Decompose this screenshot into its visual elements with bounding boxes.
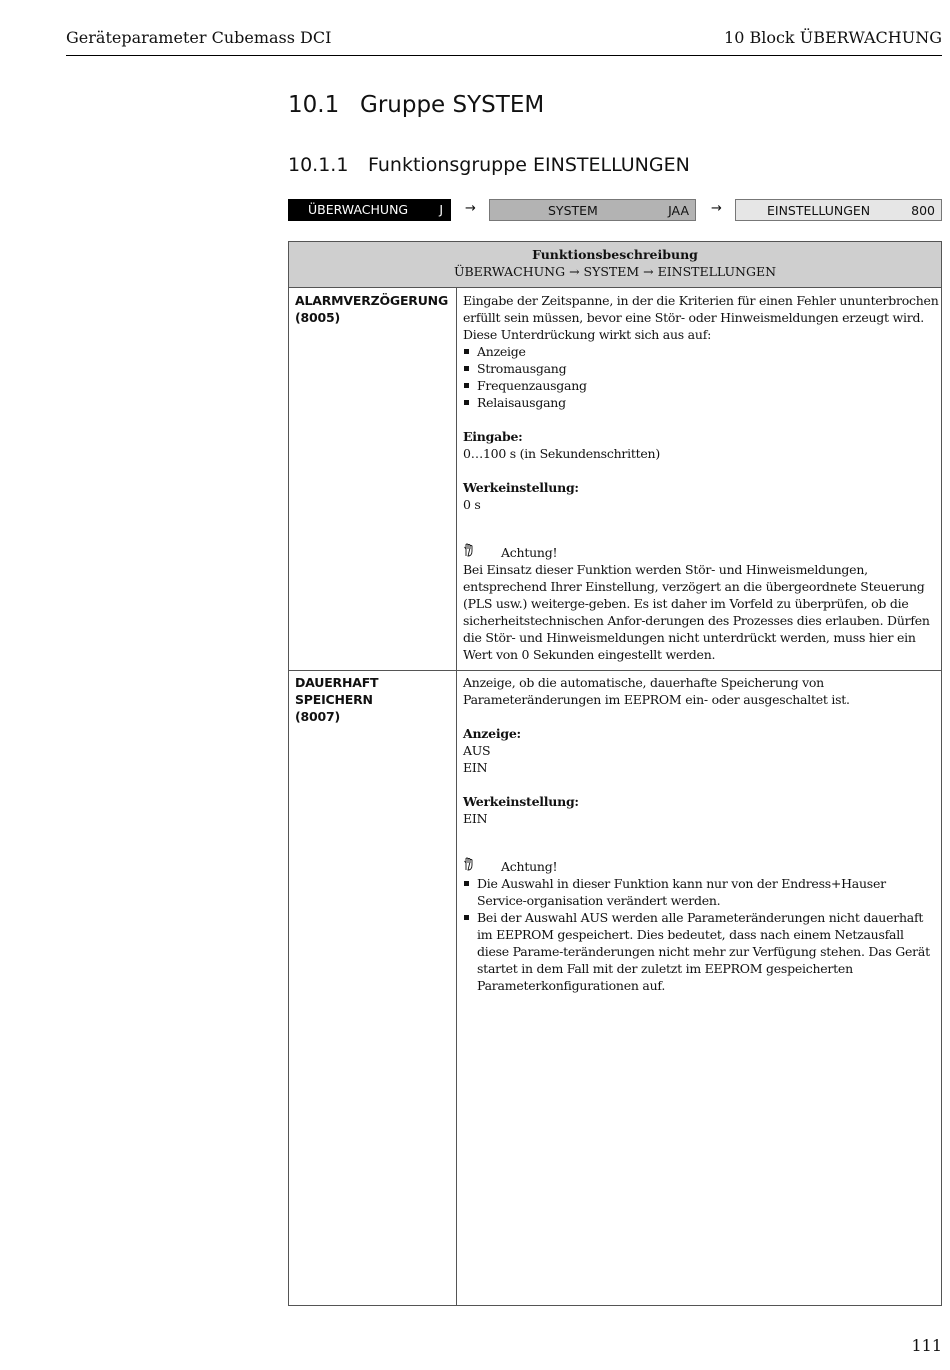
label-line: DAUERHAFT (295, 675, 379, 690)
default-value: EIN (463, 811, 488, 826)
table-header (289, 242, 941, 288)
nav-label: ÜBERWACHUNG (308, 202, 409, 217)
section-heading (288, 92, 544, 118)
default-label: Werkeinstellung: (463, 480, 579, 495)
nav-label: EINSTELLUNGEN (767, 203, 871, 218)
list-item: Frequenzausgang (463, 377, 939, 394)
label-code: (8007) (295, 709, 341, 724)
default-label: Werkeinstellung: (463, 794, 579, 809)
subsection-number: 10.1.1 (288, 154, 349, 176)
table-header-title: Funktionsbeschreibung (532, 247, 698, 262)
section-title: Gruppe SYSTEM (360, 92, 545, 118)
warning-heading (463, 543, 939, 561)
function-table (288, 241, 942, 1306)
list-item: Stromausgang (463, 360, 939, 377)
nav-group-system (489, 199, 696, 221)
nav-code: J (439, 202, 443, 217)
warning-title: Achtung! (501, 545, 558, 560)
list-item: Die Auswahl in dieser Funktion kann nur von der Endress+Hauser Service-organisation verändert werden. (463, 875, 939, 909)
running-header-right: 10 Block ÜBERWACHUNG (724, 28, 942, 47)
list-item: Relaisausgang (463, 394, 939, 411)
warning-text: Bei Einsatz dieser Funktion werden Stör- und Hinweismeldungen, entsprechend Ihrer Einstellung, verzögert an die übergeordnete Steuerung (PLS usw.) weiterge-geben. Es ist daher im Vorfeld zu überprüfen, ob die sicherheitstechnischen Anfor-derungen des Prozesses dies erlauben. Dürfen die Stör- und Hinweismeldungen nicht unterdrückt werden, muss hier ein Wert von 0 Sekunden eingestellt werden. (463, 562, 930, 662)
effect-list (463, 343, 939, 411)
description-text: Diese Unterdrückung wirkt sich aus auf: (463, 327, 712, 342)
description-text: Anzeige, ob die automatische, dauerhafte Speicherung von Parameteränderungen im EEPROM ein- oder ausgeschaltet ist. (463, 675, 850, 707)
subsection-heading (288, 154, 690, 176)
description-text: Eingabe der Zeitspanne, in der die Kriterien für einen Fehler ununterbrochen erfüllt sein müssen, bevor eine Stör- oder Hinweismeldungen erzeugt wird. (463, 293, 939, 325)
label-line: SPEICHERN (295, 692, 373, 707)
table-header-path: ÜBERWACHUNG → SYSTEM → EINSTELLUNGEN (453, 264, 777, 279)
function-description-alarmverzoegerung (463, 292, 939, 663)
label-line: ALARMVERZÖGERUNG (295, 293, 449, 308)
column-divider (456, 288, 457, 1305)
nav-block-ueberwachung (288, 199, 451, 221)
warning-title: Achtung! (501, 859, 558, 874)
hand-icon (463, 543, 501, 561)
header-divider (66, 55, 942, 56)
function-label-alarmverzoegerung (295, 292, 451, 326)
section-number: 10.1 (288, 92, 340, 118)
warning-heading (463, 857, 939, 875)
hand-icon (463, 857, 501, 875)
subsection-title: Funktionsgruppe EINSTELLUNGEN (368, 154, 690, 176)
list-item: Bei der Auswahl AUS werden alle Parameteränderungen nicht dauerhaft im EEPROM gespeichert. Dies bedeutet, dass nach einem Netzausfall diese Parame-teränderungen nicht mehr zur Verfügung stehen. Das Gerät startet in dem Fall mit der zuletzt im EEPROM gespeicherten Parameterkonfigurationen auf. (463, 909, 939, 994)
input-label: Eingabe: (463, 429, 523, 444)
nav-functiongroup-einstellungen (735, 199, 942, 221)
nav-code: 800 (911, 203, 935, 218)
function-label-dauerhaft-speichern (295, 674, 451, 725)
row-divider (289, 670, 941, 671)
function-description-dauerhaft-speichern (463, 674, 939, 994)
display-option: EIN (463, 760, 488, 775)
arrow-icon: → (711, 201, 722, 216)
page-number: 111 (911, 1336, 942, 1355)
nav-code: JAA (668, 203, 689, 218)
input-value: 0…100 s (in Sekundenschritten) (463, 446, 660, 461)
list-item: Anzeige (463, 343, 939, 360)
running-header-left: Geräteparameter Cubemass DCI (66, 28, 332, 47)
display-option: AUS (463, 743, 491, 758)
display-label: Anzeige: (463, 726, 521, 741)
nav-label: SYSTEM (548, 203, 598, 218)
arrow-icon: → (465, 201, 476, 216)
warning-list (463, 875, 939, 994)
label-code: (8005) (295, 310, 341, 325)
default-value: 0 s (463, 497, 481, 512)
